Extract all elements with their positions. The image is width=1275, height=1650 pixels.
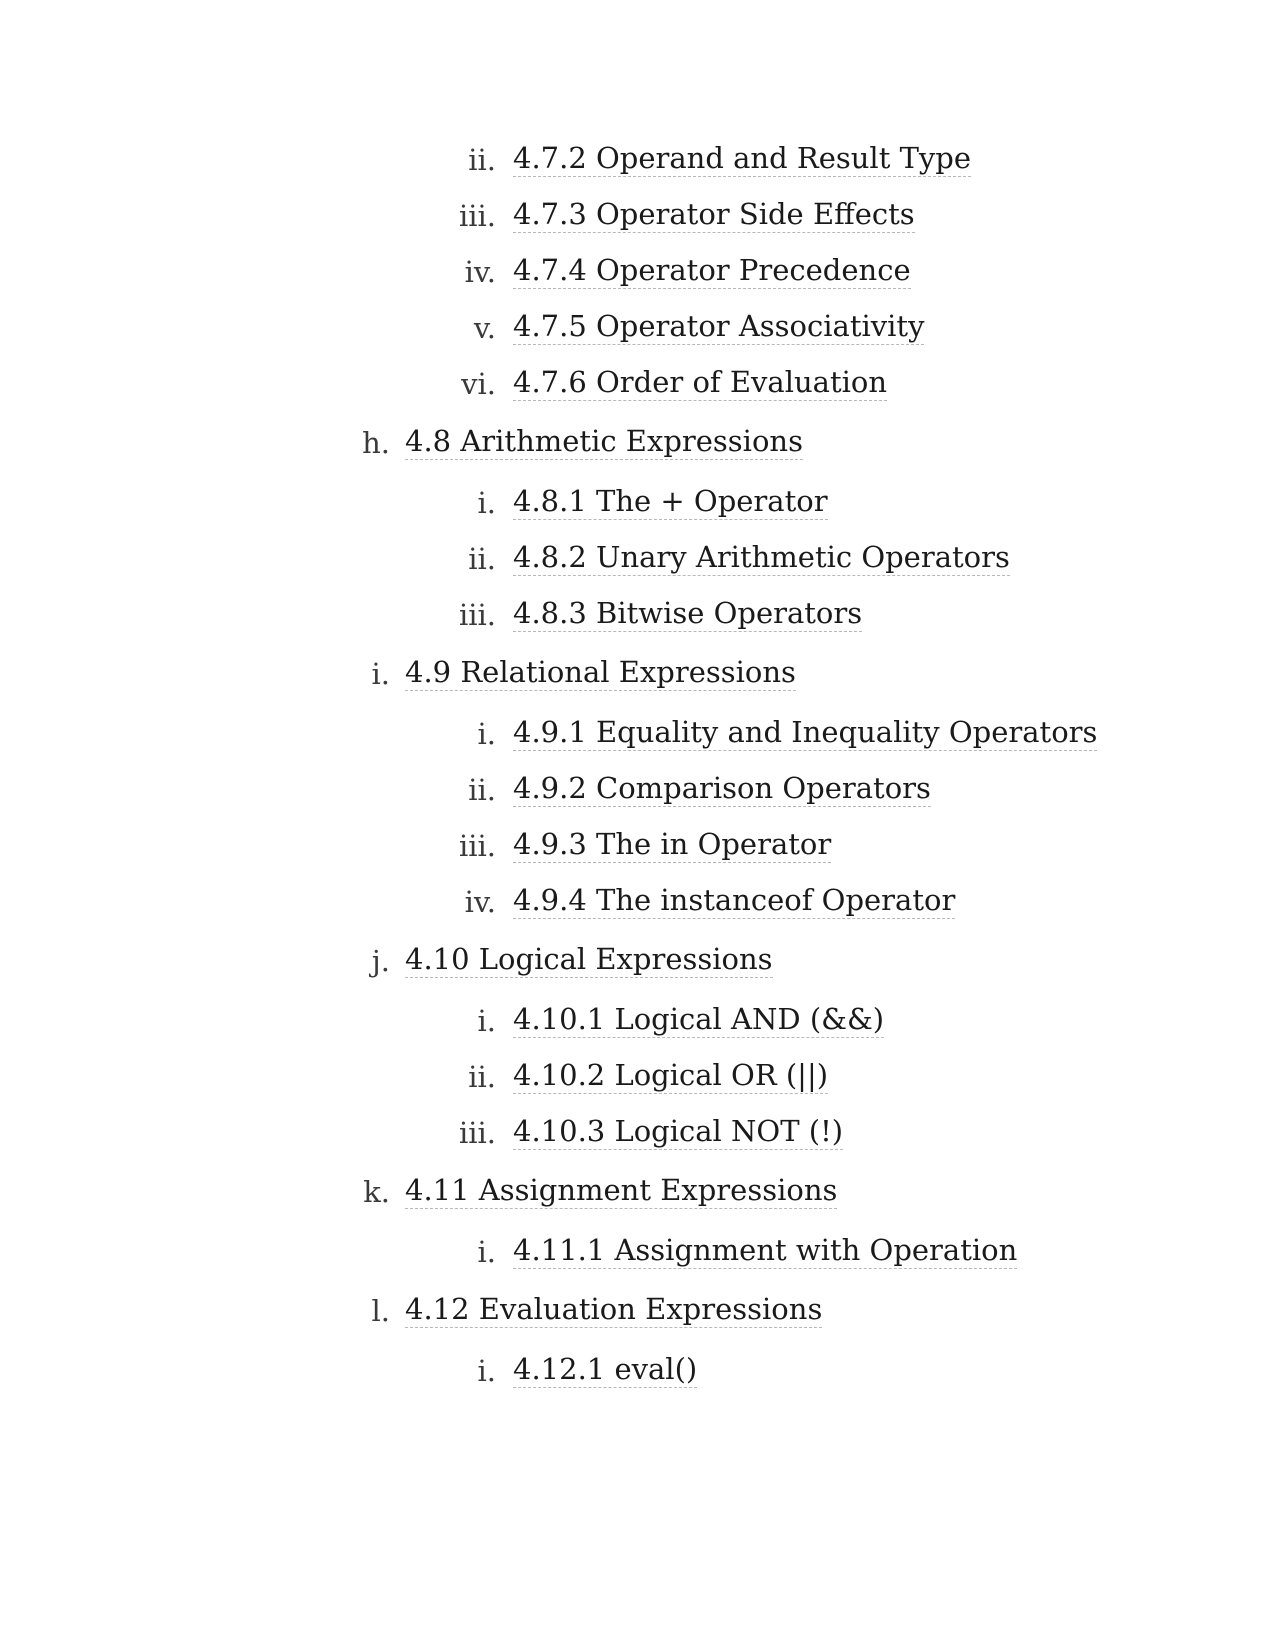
- toc-marker: iii.: [458, 829, 496, 863]
- toc-marker: k.: [363, 1175, 390, 1209]
- toc-section: [0, 941, 1275, 1001]
- toc-marker: v.: [473, 311, 496, 345]
- toc-entry: [0, 539, 1275, 595]
- toc-entry: [0, 1232, 1275, 1288]
- toc-section: [0, 1172, 1275, 1232]
- toc-marker: ii.: [468, 1060, 496, 1094]
- toc-marker: iii.: [458, 1116, 496, 1150]
- toc-link[interactable]: 4.12.1 eval(): [513, 1352, 698, 1386]
- toc-entry: [0, 826, 1275, 882]
- toc-marker: ii.: [468, 542, 496, 576]
- toc-entry: [0, 770, 1275, 826]
- toc-entry: [0, 483, 1275, 539]
- toc-link[interactable]: 4.11 Assignment Expressions: [405, 1173, 838, 1207]
- toc-link[interactable]: 4.8 Arithmetic Expressions: [405, 424, 803, 458]
- toc-entry: [0, 252, 1275, 308]
- toc-marker: vi.: [461, 367, 496, 401]
- toc-link[interactable]: 4.9.1 Equality and Inequality Operators: [513, 715, 1098, 749]
- toc-entry: [0, 1001, 1275, 1057]
- toc-marker: i.: [477, 1004, 496, 1038]
- toc-link[interactable]: 4.7.6 Order of Evaluation: [513, 365, 888, 399]
- toc-link[interactable]: 4.10.3 Logical NOT (!): [513, 1114, 844, 1148]
- toc-section: [0, 423, 1275, 483]
- toc-marker: ii.: [468, 143, 496, 177]
- toc-marker: i.: [477, 486, 496, 520]
- toc-marker: ii.: [468, 773, 496, 807]
- toc-entry: [0, 1351, 1275, 1407]
- toc-link[interactable]: 4.9 Relational Expressions: [405, 655, 796, 689]
- toc-entry: [0, 1113, 1275, 1169]
- toc-link[interactable]: 4.10.2 Logical OR (||): [513, 1058, 829, 1092]
- toc-marker: i.: [477, 1354, 496, 1388]
- toc-link[interactable]: 4.12 Evaluation Expressions: [405, 1292, 823, 1326]
- toc-marker: j.: [371, 944, 390, 978]
- toc-marker: l.: [371, 1294, 390, 1328]
- toc-link[interactable]: 4.9.3 The in Operator: [513, 827, 832, 861]
- toc-marker: i.: [477, 1235, 496, 1269]
- toc-marker: h.: [362, 426, 390, 460]
- toc-link[interactable]: 4.7.2 Operand and Result Type: [513, 141, 972, 175]
- toc-section: [0, 1291, 1275, 1351]
- toc-marker: iv.: [464, 255, 496, 289]
- toc-marker: iii.: [458, 199, 496, 233]
- toc-link[interactable]: 4.8.3 Bitwise Operators: [513, 596, 863, 630]
- table-of-contents: [0, 140, 1275, 1407]
- toc-link[interactable]: 4.8.1 The + Operator: [513, 484, 828, 518]
- toc-link[interactable]: 4.10 Logical Expressions: [405, 942, 773, 976]
- toc-link[interactable]: 4.9.2 Comparison Operators: [513, 771, 931, 805]
- toc-link[interactable]: 4.7.4 Operator Precedence: [513, 253, 911, 287]
- toc-link[interactable]: 4.11.1 Assignment with Operation: [513, 1233, 1018, 1267]
- toc-entry: [0, 140, 1275, 196]
- toc-section: [0, 654, 1275, 714]
- toc-link[interactable]: 4.7.5 Operator Associativity: [513, 309, 925, 343]
- toc-marker: iii.: [458, 598, 496, 632]
- toc-link[interactable]: 4.8.2 Unary Arithmetic Operators: [513, 540, 1010, 574]
- toc-marker: iv.: [464, 885, 496, 919]
- toc-link[interactable]: 4.7.3 Operator Side Effects: [513, 197, 915, 231]
- toc-link[interactable]: 4.9.4 The instanceof Operator: [513, 883, 956, 917]
- toc-marker: i.: [371, 657, 390, 691]
- toc-entry: [0, 364, 1275, 420]
- toc-entry: [0, 196, 1275, 252]
- toc-entry: [0, 308, 1275, 364]
- toc-marker: i.: [477, 717, 496, 751]
- toc-entry: [0, 595, 1275, 651]
- toc-entry: [0, 714, 1275, 770]
- toc-link[interactable]: 4.10.1 Logical AND (&&): [513, 1002, 885, 1036]
- toc-entry: [0, 1057, 1275, 1113]
- toc-entry: [0, 882, 1275, 938]
